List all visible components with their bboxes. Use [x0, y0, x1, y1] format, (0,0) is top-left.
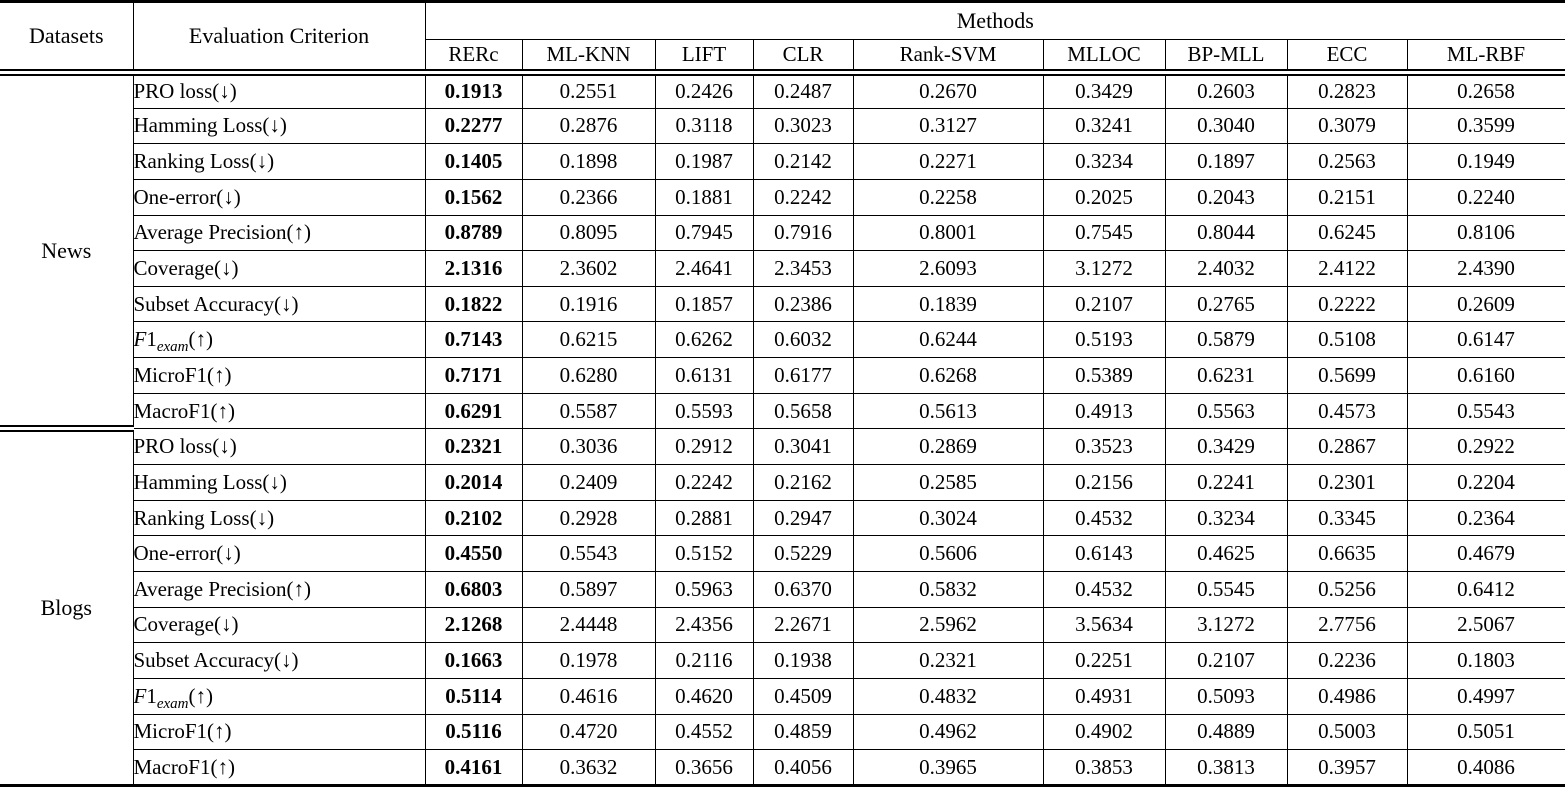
- value-cell-lift: 0.6131: [655, 358, 753, 394]
- table-row: [0, 215, 1565, 251]
- value-cell-ml-knn: 2.3602: [522, 251, 655, 287]
- value-cell-bp-mll: 0.2107: [1165, 643, 1287, 679]
- value-cell-rerc: 0.1562: [425, 179, 522, 215]
- value-cell-ml-rbf: 0.4997: [1407, 678, 1565, 714]
- value-cell-rerc: 0.7143: [425, 322, 522, 358]
- table-row: [0, 714, 1565, 750]
- value-cell-rank-svm: 0.5613: [853, 393, 1043, 429]
- value-cell-ml-knn: 0.5897: [522, 571, 655, 607]
- value-cell-lift: 0.2426: [655, 73, 753, 109]
- value-cell-rerc: 0.4550: [425, 536, 522, 572]
- value-cell-rerc: 0.1913: [425, 73, 522, 109]
- value-cell-rerc: 0.6803: [425, 571, 522, 607]
- value-cell-lift: 0.4620: [655, 678, 753, 714]
- criterion-cell: Ranking Loss(↓): [133, 500, 425, 536]
- value-cell-ecc: 0.2563: [1287, 144, 1407, 180]
- value-cell-mlloc: 0.3234: [1043, 144, 1165, 180]
- dataset-label-blogs: Blogs: [0, 429, 133, 786]
- value-cell-clr: 2.2671: [753, 607, 853, 643]
- method-header-ml-rbf: ML-RBF: [1407, 40, 1565, 73]
- value-cell-ml-rbf: 0.3599: [1407, 108, 1565, 144]
- value-cell-rank-svm: 2.5962: [853, 607, 1043, 643]
- value-cell-ecc: 0.5108: [1287, 322, 1407, 358]
- value-cell-ml-rbf: 0.5543: [1407, 393, 1565, 429]
- value-cell-bp-mll: 0.1897: [1165, 144, 1287, 180]
- value-cell-ml-rbf: 0.2658: [1407, 73, 1565, 109]
- value-cell-lift: 2.4641: [655, 251, 753, 287]
- value-cell-ecc: 0.6245: [1287, 215, 1407, 251]
- value-cell-rank-svm: 0.2271: [853, 144, 1043, 180]
- value-cell-ecc: 0.4573: [1287, 393, 1407, 429]
- value-cell-mlloc: 0.2156: [1043, 465, 1165, 501]
- value-cell-mlloc: 0.4913: [1043, 393, 1165, 429]
- value-cell-bp-mll: 0.3813: [1165, 750, 1287, 786]
- value-cell-bp-mll: 3.1272: [1165, 607, 1287, 643]
- value-cell-mlloc: 0.6143: [1043, 536, 1165, 572]
- value-cell-clr: 0.6177: [753, 358, 853, 394]
- value-cell-mlloc: 0.3523: [1043, 429, 1165, 465]
- value-cell-rerc: 0.1663: [425, 643, 522, 679]
- criterion-cell: $F1_{exam}(↑)$: [133, 678, 425, 714]
- value-cell-bp-mll: 0.8044: [1165, 215, 1287, 251]
- value-cell-rank-svm: 0.2258: [853, 179, 1043, 215]
- criterion-cell: MacroF1(↑): [133, 393, 425, 429]
- value-cell-clr: 0.4859: [753, 714, 853, 750]
- criterion-cell: Hamming Loss(↓): [133, 465, 425, 501]
- value-cell-ecc: 0.3345: [1287, 500, 1407, 536]
- table-row: [0, 358, 1565, 394]
- value-cell-ecc: 2.4122: [1287, 251, 1407, 287]
- value-cell-ecc: 0.5699: [1287, 358, 1407, 394]
- value-cell-mlloc: 0.4532: [1043, 500, 1165, 536]
- value-cell-rank-svm: 0.2869: [853, 429, 1043, 465]
- value-cell-lift: 0.1987: [655, 144, 753, 180]
- value-cell-ml-rbf: 0.5051: [1407, 714, 1565, 750]
- criterion-cell: MicroF1(↑): [133, 358, 425, 394]
- value-cell-ml-knn: 0.2366: [522, 179, 655, 215]
- dataset-label-news: News: [0, 73, 133, 429]
- value-cell-ecc: 0.2151: [1287, 179, 1407, 215]
- value-cell-bp-mll: 0.6231: [1165, 358, 1287, 394]
- value-cell-clr: 0.6370: [753, 571, 853, 607]
- method-header-rank-svm: Rank-SVM: [853, 40, 1043, 73]
- value-cell-rank-svm: 2.6093: [853, 251, 1043, 287]
- value-cell-ml-knn: 0.1898: [522, 144, 655, 180]
- value-cell-ml-knn: 0.6280: [522, 358, 655, 394]
- value-cell-ml-knn: 0.2409: [522, 465, 655, 501]
- table-row: [0, 144, 1565, 180]
- value-cell-clr: 0.5658: [753, 393, 853, 429]
- value-cell-rerc: 0.5116: [425, 714, 522, 750]
- value-cell-bp-mll: 0.2603: [1165, 73, 1287, 109]
- value-cell-bp-mll: 0.3429: [1165, 429, 1287, 465]
- value-cell-rerc: 0.1405: [425, 144, 522, 180]
- table-row: [0, 251, 1565, 287]
- value-cell-ecc: 0.2222: [1287, 286, 1407, 322]
- table-row: [0, 393, 1565, 429]
- criterion-cell: $F1_{exam}(↑)$: [133, 322, 425, 358]
- value-cell-rank-svm: 0.5832: [853, 571, 1043, 607]
- value-cell-bp-mll: 0.5879: [1165, 322, 1287, 358]
- value-cell-ml-rbf: 0.8106: [1407, 215, 1565, 251]
- value-cell-ecc: 0.2867: [1287, 429, 1407, 465]
- value-cell-ml-rbf: 0.2364: [1407, 500, 1565, 536]
- value-cell-mlloc: 0.4931: [1043, 678, 1165, 714]
- value-cell-ml-knn: 0.4616: [522, 678, 655, 714]
- value-cell-clr: 0.2142: [753, 144, 853, 180]
- value-cell-bp-mll: 0.5093: [1165, 678, 1287, 714]
- value-cell-bp-mll: 0.3040: [1165, 108, 1287, 144]
- value-cell-clr: 0.2162: [753, 465, 853, 501]
- method-header-ml-knn: ML-KNN: [522, 40, 655, 73]
- value-cell-mlloc: 0.3429: [1043, 73, 1165, 109]
- value-cell-mlloc: 3.5634: [1043, 607, 1165, 643]
- method-header-mlloc: MLLOC: [1043, 40, 1165, 73]
- method-header-rerc: RERc: [425, 40, 522, 73]
- value-cell-lift: 0.2912: [655, 429, 753, 465]
- value-cell-mlloc: 0.7545: [1043, 215, 1165, 251]
- value-cell-ml-rbf: 0.6160: [1407, 358, 1565, 394]
- value-cell-ml-knn: 0.2876: [522, 108, 655, 144]
- value-cell-rerc: 0.4161: [425, 750, 522, 786]
- value-cell-clr: 0.2386: [753, 286, 853, 322]
- value-cell-rerc: 0.2014: [425, 465, 522, 501]
- value-cell-ecc: 0.3957: [1287, 750, 1407, 786]
- criterion-cell: One-error(↓): [133, 536, 425, 572]
- value-cell-bp-mll: 0.2241: [1165, 465, 1287, 501]
- value-cell-rerc: 0.7171: [425, 358, 522, 394]
- value-cell-ml-rbf: 0.2922: [1407, 429, 1565, 465]
- table-row: [0, 500, 1565, 536]
- table-row: [0, 465, 1565, 501]
- value-cell-lift: 0.3656: [655, 750, 753, 786]
- criterion-cell: MacroF1(↑): [133, 750, 425, 786]
- value-cell-ecc: 0.3079: [1287, 108, 1407, 144]
- value-cell-ml-rbf: 0.2204: [1407, 465, 1565, 501]
- criterion-cell: Average Precision(↑): [133, 571, 425, 607]
- value-cell-clr: 0.3041: [753, 429, 853, 465]
- criterion-cell: Subset Accuracy(↓): [133, 286, 425, 322]
- value-cell-rerc: 0.2277: [425, 108, 522, 144]
- criterion-cell: Ranking Loss(↓): [133, 144, 425, 180]
- value-cell-ml-knn: 0.1978: [522, 643, 655, 679]
- value-cell-rank-svm: 0.5606: [853, 536, 1043, 572]
- value-cell-rank-svm: 0.8001: [853, 215, 1043, 251]
- value-cell-lift: 0.4552: [655, 714, 753, 750]
- value-cell-rank-svm: 0.2670: [853, 73, 1043, 109]
- header-datasets: Datasets: [0, 2, 133, 73]
- criterion-cell: Hamming Loss(↓): [133, 108, 425, 144]
- table-row: [0, 322, 1565, 358]
- value-cell-rank-svm: 0.6244: [853, 322, 1043, 358]
- value-cell-rank-svm: 0.6268: [853, 358, 1043, 394]
- value-cell-ml-rbf: 0.4086: [1407, 750, 1565, 786]
- header-methods-group: Methods: [956, 8, 1034, 33]
- value-cell-clr: 0.2947: [753, 500, 853, 536]
- value-cell-clr: 0.2242: [753, 179, 853, 215]
- criterion-cell: Coverage(↓): [133, 607, 425, 643]
- value-cell-clr: 0.3023: [753, 108, 853, 144]
- value-cell-ecc: 0.6635: [1287, 536, 1407, 572]
- header-group-row: [0, 2, 1565, 40]
- value-cell-ml-knn: 0.2551: [522, 73, 655, 109]
- value-cell-ml-knn: 0.6215: [522, 322, 655, 358]
- value-cell-ml-rbf: 0.4679: [1407, 536, 1565, 572]
- value-cell-mlloc: 0.2251: [1043, 643, 1165, 679]
- table-row: [0, 108, 1565, 144]
- value-cell-ml-knn: 0.5587: [522, 393, 655, 429]
- value-cell-rank-svm: 0.2585: [853, 465, 1043, 501]
- value-cell-rank-svm: 0.1839: [853, 286, 1043, 322]
- value-cell-rank-svm: 0.3127: [853, 108, 1043, 144]
- value-cell-mlloc: 0.3853: [1043, 750, 1165, 786]
- criterion-cell: PRO loss(↓): [133, 73, 425, 109]
- value-cell-bp-mll: 0.4889: [1165, 714, 1287, 750]
- value-cell-lift: 2.4356: [655, 607, 753, 643]
- value-cell-ml-knn: 0.2928: [522, 500, 655, 536]
- value-cell-lift: 0.2242: [655, 465, 753, 501]
- value-cell-ecc: 0.5256: [1287, 571, 1407, 607]
- value-cell-lift: 0.7945: [655, 215, 753, 251]
- table-row: [0, 286, 1565, 322]
- value-cell-lift: 0.6262: [655, 322, 753, 358]
- table-row: [0, 536, 1565, 572]
- value-cell-mlloc: 0.4532: [1043, 571, 1165, 607]
- value-cell-bp-mll: 0.2765: [1165, 286, 1287, 322]
- value-cell-rank-svm: 0.4962: [853, 714, 1043, 750]
- value-cell-bp-mll: 0.5545: [1165, 571, 1287, 607]
- value-cell-bp-mll: 2.4032: [1165, 251, 1287, 287]
- value-cell-bp-mll: 0.2043: [1165, 179, 1287, 215]
- value-cell-ml-knn: 0.4720: [522, 714, 655, 750]
- value-cell-lift: 0.1857: [655, 286, 753, 322]
- table-row: [0, 678, 1565, 714]
- value-cell-rerc: 0.1822: [425, 286, 522, 322]
- value-cell-ml-knn: 0.3036: [522, 429, 655, 465]
- criterion-cell: MicroF1(↑): [133, 714, 425, 750]
- value-cell-bp-mll: 0.5563: [1165, 393, 1287, 429]
- value-cell-mlloc: 0.3241: [1043, 108, 1165, 144]
- value-cell-clr: 0.4056: [753, 750, 853, 786]
- value-cell-rerc: 0.2102: [425, 500, 522, 536]
- value-cell-rerc: 0.2321: [425, 429, 522, 465]
- value-cell-clr: 0.1938: [753, 643, 853, 679]
- value-cell-clr: 0.2487: [753, 73, 853, 109]
- value-cell-lift: 0.1881: [655, 179, 753, 215]
- value-cell-mlloc: 0.2107: [1043, 286, 1165, 322]
- criterion-cell: PRO loss(↓): [133, 429, 425, 465]
- value-cell-lift: 0.3118: [655, 108, 753, 144]
- value-cell-clr: 2.3453: [753, 251, 853, 287]
- value-cell-ml-knn: 0.5543: [522, 536, 655, 572]
- value-cell-lift: 0.5152: [655, 536, 753, 572]
- criterion-cell: One-error(↓): [133, 179, 425, 215]
- value-cell-rank-svm: 0.3965: [853, 750, 1043, 786]
- method-header-clr: CLR: [753, 40, 853, 73]
- table-row: [0, 429, 1565, 465]
- value-cell-rerc: 2.1316: [425, 251, 522, 287]
- criterion-cell: Subset Accuracy(↓): [133, 643, 425, 679]
- table-row: [0, 643, 1565, 679]
- value-cell-ecc: 0.4986: [1287, 678, 1407, 714]
- value-cell-ml-rbf: 0.2240: [1407, 179, 1565, 215]
- value-cell-mlloc: 0.2025: [1043, 179, 1165, 215]
- criterion-cell: Average Precision(↑): [133, 215, 425, 251]
- value-cell-mlloc: 0.5389: [1043, 358, 1165, 394]
- value-cell-rank-svm: 0.2321: [853, 643, 1043, 679]
- value-cell-ecc: 0.2823: [1287, 73, 1407, 109]
- header-evaluation-criterion: Evaluation Criterion: [133, 2, 425, 73]
- value-cell-clr: 0.5229: [753, 536, 853, 572]
- value-cell-rank-svm: 0.3024: [853, 500, 1043, 536]
- value-cell-ml-knn: 0.3632: [522, 750, 655, 786]
- method-header-ecc: ECC: [1287, 40, 1407, 73]
- value-cell-rerc: 0.5114: [425, 678, 522, 714]
- value-cell-ml-knn: 0.1916: [522, 286, 655, 322]
- criterion-cell: Coverage(↓): [133, 251, 425, 287]
- value-cell-lift: 0.5593: [655, 393, 753, 429]
- value-cell-rerc: 0.8789: [425, 215, 522, 251]
- value-cell-bp-mll: 0.3234: [1165, 500, 1287, 536]
- value-cell-bp-mll: 0.4625: [1165, 536, 1287, 572]
- value-cell-clr: 0.7916: [753, 215, 853, 251]
- table-row: [0, 571, 1565, 607]
- table-row: [0, 750, 1565, 786]
- table-row: [0, 73, 1565, 109]
- value-cell-rank-svm: 0.4832: [853, 678, 1043, 714]
- value-cell-ecc: 0.5003: [1287, 714, 1407, 750]
- value-cell-lift: 0.2116: [655, 643, 753, 679]
- value-cell-lift: 0.2881: [655, 500, 753, 536]
- value-cell-clr: 0.6032: [753, 322, 853, 358]
- value-cell-ecc: 2.7756: [1287, 607, 1407, 643]
- value-cell-ml-rbf: 2.5067: [1407, 607, 1565, 643]
- value-cell-ml-rbf: 0.6147: [1407, 322, 1565, 358]
- value-cell-ml-knn: 0.8095: [522, 215, 655, 251]
- value-cell-ml-knn: 2.4448: [522, 607, 655, 643]
- method-header-bp-mll: BP-MLL: [1165, 40, 1287, 73]
- method-header-lift: LIFT: [655, 40, 753, 73]
- value-cell-mlloc: 0.5193: [1043, 322, 1165, 358]
- table-row: [0, 179, 1565, 215]
- value-cell-mlloc: 3.1272: [1043, 251, 1165, 287]
- table-row: [0, 607, 1565, 643]
- value-cell-ml-rbf: 0.1803: [1407, 643, 1565, 679]
- value-cell-rerc: 0.6291: [425, 393, 522, 429]
- value-cell-ecc: 0.2236: [1287, 643, 1407, 679]
- value-cell-ml-rbf: 2.4390: [1407, 251, 1565, 287]
- value-cell-clr: 0.4509: [753, 678, 853, 714]
- value-cell-rerc: 2.1268: [425, 607, 522, 643]
- value-cell-ml-rbf: 0.1949: [1407, 144, 1565, 180]
- value-cell-ecc: 0.2301: [1287, 465, 1407, 501]
- value-cell-ml-rbf: 0.6412: [1407, 571, 1565, 607]
- value-cell-lift: 0.5963: [655, 571, 753, 607]
- value-cell-mlloc: 0.4902: [1043, 714, 1165, 750]
- value-cell-ml-rbf: 0.2609: [1407, 286, 1565, 322]
